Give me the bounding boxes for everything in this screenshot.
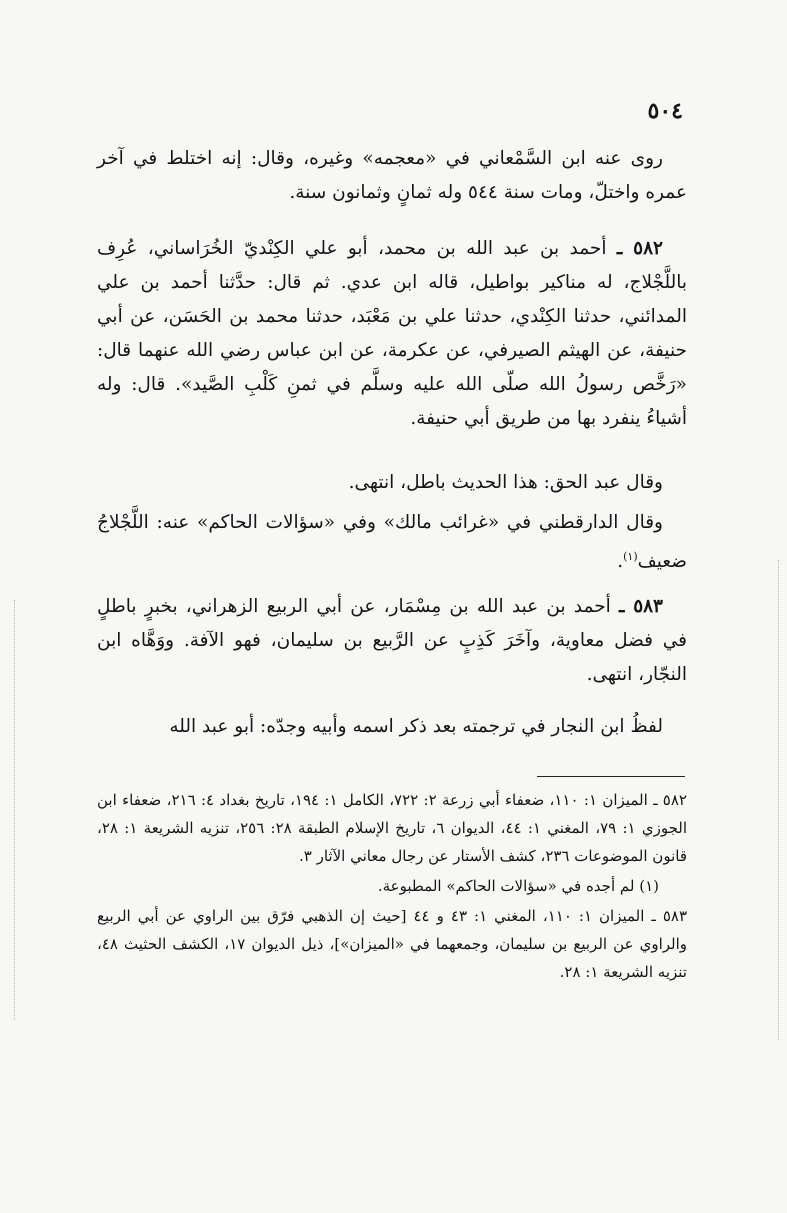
paragraph-text: لفظُ ابن النجار في ترجمته بعد ذكر اسمه وأبيه وجدّه: أبو عبد الله bbox=[169, 716, 663, 737]
paragraph-daraqutni bbox=[97, 506, 687, 579]
entry-text: أحمد بن عبد الله بن مِسْمَار، عن أبي الربيع الزهراني، بخبرٍ باطلٍ في فضل معاوية، وآخَرَ كَذِبٍ عن الرَّبيع بن سليمان، فهو الآفة. ووَهَّاه ابن النجّار، انتهى. bbox=[97, 596, 687, 685]
scan-edge-left bbox=[14, 600, 16, 1020]
paragraph-text: وقال الدارقطني في «غرائب مالك» وفي «سؤالات الحاكم» عنه: اللَّجْلاجُ ضعيف bbox=[97, 512, 687, 573]
paragraph-ibn-najjar bbox=[97, 710, 687, 744]
footnote-582-sources: ٥٨٢ ـ الميزان ١: ١١٠، ضعفاء أبي زرعة ٢: ٧٢٢، الكامل ١: ١٩٤، تاريخ بغداد ٤: ٢١٦، ضعفاء ابن الجوزي ١: ٧٩، المغني ١: ٤٤، الديوان ٦، تاريخ الإسلام الطبقة ٢٨: ٢٥٦، تنزيه الشريعة ١: ٢٨، قانون الموضوعات ٢٣٦، كشف الأستار عن رجال معاني الآثار ٣. bbox=[97, 791, 688, 865]
footnotes-section bbox=[97, 786, 687, 988]
paragraph-end: . bbox=[617, 551, 624, 573]
entry-number: ٥٨٣ ـ bbox=[619, 596, 663, 617]
paragraph-text: روى عنه ابن السَّمْعاني في «معجمه» وغيره، وقال: إنه اختلط في آخر عمره واختلّ، ومات سنة ٥٤٤ وله ثمانٍ وثمانون سنة. bbox=[97, 148, 687, 203]
scan-edge-right bbox=[778, 560, 780, 1040]
entry-582 bbox=[97, 232, 687, 436]
footnote-1: (١) لم أجده في «سؤالات الحاكم» المطبوعة. bbox=[377, 877, 659, 895]
footnote-583-sources: ٥٨٣ ـ الميزان ١: ١١٠، المغني ١: ٤٣ و ٤٤ [حيث إن الذهبي فرّق بين الراوي عن أبي الربيع والراوي عن الربيع بن سليمان، وجمعهما في «الميزان»]، ذيل الديوان ١٧، الكشف الحثيث ٤٨، تنزيه الشريعة ١: ٢٨. bbox=[97, 907, 688, 981]
footnote-marker: (١) bbox=[623, 550, 638, 563]
paragraph-text: وقال عبد الحق: هذا الحديث باطل، انتهى. bbox=[348, 472, 663, 493]
entry-583 bbox=[97, 590, 687, 692]
paragraph-abd-al-haqq bbox=[97, 466, 687, 500]
page-number: ٥٠٤ bbox=[647, 98, 683, 124]
footnote-divider bbox=[537, 776, 685, 777]
paragraph-continuation bbox=[97, 142, 687, 210]
entry-number: ٥٨٢ ـ bbox=[616, 238, 663, 259]
entry-text: أحمد بن عبد الله بن محمد، أبو علي الكِنْديّ الخُرَاساني، عُرِف باللَّجْلاج، له مناكير بواطيل، قاله ابن عدي. ثم قال: حدَّثنا أحمد بن علي المدائني، حدثنا الكِنْدي، حدثنا علي بن مَعْبَد، حدثنا محمد بن الحَسَن، عن أبي حنيفة، عن الهيثم الصيرفي، عن عكرمة، عن ابن عباس رضي الله عنهما قال: «رَخَّص رسولُ الله صلّى الله عليه وسلَّم في ثمنِ كَلْبِ الصَّيد». قال: وله أشياءُ ينفرد بها من طريق أبي حنيفة. bbox=[97, 238, 687, 429]
